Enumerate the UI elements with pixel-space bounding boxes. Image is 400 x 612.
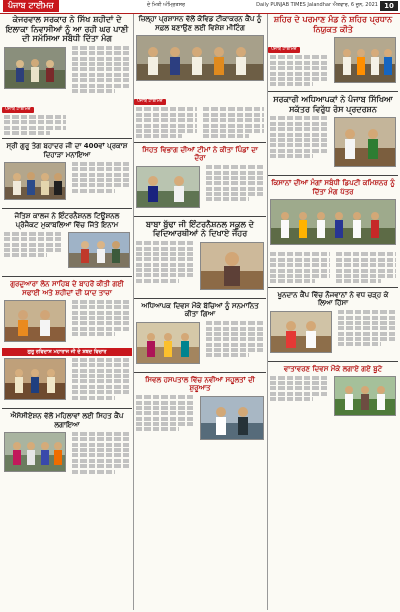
- news-photo: [4, 300, 66, 342]
- text-line: [72, 453, 130, 457]
- text-line: [336, 252, 396, 256]
- text-line: [72, 300, 130, 304]
- text-line: [72, 358, 130, 362]
- divider: [2, 276, 132, 277]
- divider: [134, 142, 266, 143]
- text-line: [72, 316, 130, 320]
- text-line: [72, 470, 115, 474]
- text-line: [72, 46, 130, 50]
- column-2: [134, 14, 266, 611]
- text-line: [270, 258, 330, 262]
- text-line: [270, 269, 330, 273]
- text-line: [136, 422, 194, 426]
- news-photo: [4, 432, 66, 472]
- masthead-center: ਦੇ ਮਿਤੀ ਅੰਮ੍ਰਿਤਸਰ: [147, 2, 186, 8]
- text-line: [336, 274, 396, 278]
- text-line: [270, 263, 330, 267]
- text-line: [270, 116, 328, 120]
- text-line: [206, 176, 264, 180]
- text-line: [270, 397, 313, 401]
- text-line: [72, 183, 130, 187]
- text-line: [72, 62, 130, 66]
- text-line: [4, 248, 62, 252]
- news-photo: [334, 117, 396, 167]
- text-line: [136, 247, 194, 251]
- text-line: [72, 396, 115, 400]
- text-line: [206, 187, 264, 191]
- text-line: [72, 73, 130, 77]
- headline: ਸਿਹਤ ਵਿਭਾਗ ਦੀਆਂ ਟੀਮਾਂ ਨੇ ਕੀਤਾ ਪਿੰਡਾਂ ਦਾ ਦੌਰਾ: [142, 145, 258, 163]
- news-photo: [334, 376, 396, 416]
- article-block: [134, 394, 266, 446]
- article-block: [2, 298, 132, 348]
- text-line: [72, 464, 130, 468]
- article-block: [268, 309, 398, 359]
- column-1: [2, 14, 132, 611]
- section-band: ਗੁਰੂ ਰਵਿਦਾਸ ਮਹਾਰਾਜ ਜੀ ਦੇ ਸ਼ਬਦ ਵਿਚਾਰ: [2, 348, 132, 356]
- text-line: [270, 143, 328, 147]
- divider: [268, 361, 398, 362]
- text-line: [338, 342, 381, 346]
- news-photo: [4, 358, 66, 400]
- text-line: [72, 363, 130, 367]
- news-photo: [68, 232, 130, 268]
- text-line: [206, 192, 264, 196]
- news-photo: [200, 396, 264, 440]
- text-line: [4, 131, 50, 135]
- text-line: [338, 332, 396, 336]
- text-line: [72, 369, 130, 373]
- text-line: [136, 257, 194, 261]
- text-line: [206, 321, 264, 325]
- text-line: [136, 417, 194, 421]
- text-line: [136, 279, 179, 283]
- divider: [2, 138, 132, 139]
- text-line: [136, 395, 194, 399]
- text-line: [206, 181, 264, 185]
- text-line: [270, 82, 313, 86]
- divider: [134, 298, 266, 299]
- text-line: [72, 448, 130, 452]
- text-line: [4, 253, 47, 257]
- text-line: [270, 154, 313, 158]
- text-line: [72, 162, 130, 166]
- divider: [2, 208, 132, 209]
- headline: ਕਿਸਾਨਾਂ ਦੀਆਂ ਮੰਗਾਂ ਸਬੰਧੀ ਡਿਪਟੀ ਕਮਿਸ਼ਨਰ ਨੂੰ ਦਿੱਤਾ ਮੰਗ ਪੱਤਰ: [271, 179, 395, 196]
- text-line: [203, 129, 264, 133]
- byline-tag: ਪੰਜਾਬ ਟਾਈਮਜ਼: [2, 107, 34, 113]
- text-line: [72, 51, 130, 55]
- text-line: [270, 392, 328, 396]
- text-line: [72, 178, 130, 182]
- text-line: [72, 327, 130, 331]
- text-line: [136, 252, 194, 256]
- text-line: [203, 113, 264, 117]
- text-line: [136, 406, 194, 410]
- text-line: [270, 55, 328, 59]
- text-line: [136, 134, 182, 138]
- text-line: [72, 89, 115, 93]
- text-line: [72, 432, 130, 436]
- text-line: [336, 258, 396, 262]
- text-line: [72, 385, 130, 389]
- text-line: [4, 237, 62, 241]
- article-block: [2, 160, 132, 206]
- divider: [268, 175, 398, 176]
- text-line: [270, 381, 328, 385]
- text-line: [72, 379, 130, 383]
- text-line: [270, 279, 315, 283]
- text-line: [136, 124, 197, 128]
- text-line: [72, 57, 130, 61]
- text-line: [136, 118, 197, 122]
- text-line: [72, 437, 130, 441]
- text-line: [136, 401, 194, 405]
- headline: ਬਾਬਾ ਬੁੱਢਾ ਜੀ ਇੰਟਰਨੈਸ਼ਨਲ ਸਕੂਲ ਦੇ ਵਿਦਿਆਰਥੀਆਂ ਨੇ ਦਿਖਾਏ ਜੌਹਰ: [146, 219, 254, 239]
- headline: ਜੋਤਿਸ਼ ਕਾਲਜ ਨੇ ਇੰਟਰਨੈਸ਼ਨਲ ਟਿਊਸ਼ਨਲ ਪ੍ਰੋਜੈਕਟ ਮੁਕਾਬਲਿਆਂ ਵਿੱਚ ਜਿੱਤੇ ਇਨਾਮ: [14, 212, 120, 229]
- text-line: [336, 279, 381, 283]
- text-line: [136, 427, 179, 431]
- article-block: [268, 374, 398, 422]
- text-line: [338, 321, 396, 325]
- text-line: [270, 66, 328, 70]
- headline: ਐਸੋਸੀਏਸ਼ਨ ਵੱਲੋਂ ਮਹਿਲਾਵਾਂ ਲਈ ਸਿਹਤ ਕੈਂਪ ਲਗਾਇਆ: [10, 412, 124, 429]
- text-line: [136, 107, 197, 111]
- text-line: [206, 165, 264, 169]
- section-title: ਪੰਜਾਬ ਟਾਈਮਜ਼: [3, 0, 59, 12]
- text-line: [206, 337, 264, 341]
- masthead-date: Daily PUNJAB TIMES Jalandhar ਐਤਵਾਰ, 6 ਜੂਨ, 2021: [256, 2, 378, 8]
- news-photo: [136, 35, 264, 81]
- text-line: [72, 443, 130, 447]
- text-line: [136, 263, 194, 267]
- text-line: [206, 348, 264, 352]
- article-block: [134, 320, 266, 370]
- news-photo: [4, 162, 66, 200]
- page-number: 10: [380, 1, 398, 11]
- text-line: [203, 124, 264, 128]
- text-line: [338, 326, 396, 330]
- text-line: [270, 376, 328, 380]
- masthead: [0, 0, 400, 14]
- text-line: [72, 67, 130, 71]
- text-line: [72, 332, 115, 336]
- headline: ਵਾਤਾਵਰਣ ਦਿਵਸ ਮੌਕੇ ਲਗਾਏ ਗਏ ਬੂਟੇ: [283, 364, 383, 373]
- news-photo: [270, 199, 396, 245]
- byline-tag: ਪੰਜਾਬ ਟਾਈਮਜ਼: [134, 99, 166, 105]
- text-line: [72, 167, 130, 171]
- text-line: [270, 61, 328, 65]
- text-line: [270, 149, 328, 153]
- article-block: [134, 106, 266, 140]
- text-line: [72, 84, 130, 88]
- divider: [268, 287, 398, 288]
- text-line: [270, 252, 330, 256]
- article-block: [268, 251, 398, 285]
- text-line: [338, 337, 396, 341]
- article-block: [2, 230, 132, 274]
- article-block: [134, 164, 266, 214]
- text-line: [206, 171, 264, 175]
- text-line: [203, 107, 264, 111]
- text-line: [206, 353, 249, 357]
- divider: [2, 408, 132, 409]
- text-line: [136, 273, 194, 277]
- text-line: [136, 129, 197, 133]
- article-block: [268, 35, 398, 89]
- headline: ਜ਼ਿਲ੍ਹਾ ਪ੍ਰਸ਼ਾਸਨ ਵੱਲੋਂ ਕੋਵਿਡ ਟੀਕਾਕਰਨ ਕੈਂਪ ਨੂੰ ਸਫ਼ਲ ਬਣਾਉਣ ਲਈ ਵਿਸ਼ੇਸ਼ ਮੀਟਿੰਗ: [138, 15, 262, 32]
- divider: [134, 216, 266, 217]
- text-line: [4, 120, 66, 124]
- text-line: [338, 310, 396, 314]
- byline-tag: ਪੰਜਾਬ ਟਾਈਮਜ਼: [268, 47, 300, 53]
- news-photo: [270, 311, 332, 353]
- text-line: [4, 243, 62, 247]
- text-line: [203, 118, 264, 122]
- article-block: [268, 115, 398, 173]
- text-line: [270, 77, 328, 81]
- text-line: [206, 343, 264, 347]
- news-photo: [136, 166, 200, 208]
- headline: ਅਧਿਆਪਕ ਦਿਵਸ ਮੌਕੇ ਬੱਚਿਆਂ ਨੂੰ ਸਨਮਾਨਿਤ ਕੀਤਾ ਗਿਆ: [141, 301, 259, 319]
- text-line: [136, 268, 194, 272]
- text-line: [72, 374, 130, 378]
- text-line: [136, 411, 194, 415]
- text-line: [270, 138, 328, 142]
- headline: ਕੇਜਰਵਾਲ ਸਰਕਾਰ ਨੇ ਸਿੱਖ ਸ਼ਹੀਦਾਂ ਦੇ ਇਲਾਕਾ ਨਿਵਾਸੀਆਂ ਨੂੰ ਆ ਰਹੀ ਘਰ ਪਾਣੀ ਦੀ ਸਮੱਸਿਆ ਸਬੰਧੀ ਦਿੱਤਾ ਮੰਗ: [5, 15, 129, 43]
- article-block: [2, 356, 132, 406]
- text-line: [72, 459, 130, 463]
- text-line: [270, 133, 328, 137]
- text-line: [72, 173, 130, 177]
- text-line: [336, 263, 396, 267]
- text-line: [270, 72, 328, 76]
- text-line: [4, 126, 66, 130]
- text-line: [203, 134, 249, 138]
- text-line: [336, 269, 396, 273]
- text-line: [72, 321, 130, 325]
- text-line: [72, 78, 130, 82]
- text-line: [4, 232, 62, 236]
- text-line: [206, 327, 264, 331]
- headline: ਸਿਵਲ ਹਸਪਤਾਲ ਵਿੱਚ ਨਵੀਆਂ ਸਹੂਲਤਾਂ ਦੀ ਸ਼ੁਰੂਆਤ: [145, 375, 255, 393]
- text-line: [136, 113, 197, 117]
- text-line: [72, 311, 130, 315]
- news-photo: [136, 322, 200, 364]
- divider: [134, 372, 266, 373]
- text-line: [338, 316, 396, 320]
- headline: ਸ਼ਹਿਰ ਦੇ ਪਰਮਾਣ ਮੰਡ ਨੇ ਸ਼ਹਿਰ ਪ੍ਰਧਾਨ ਨਿਯੁਕਤ ਕੀਤੇ: [273, 15, 393, 34]
- article-block: [2, 430, 132, 478]
- text-line: [72, 189, 115, 193]
- text-line: [4, 115, 66, 119]
- text-line: [72, 390, 130, 394]
- headline: ਖੂਨਦਾਨ ਕੈਂਪ ਵਿੱਚ ਨੌਜਵਾਨਾਂ ਨੇ ਵਧ ਚੜ੍ਹ ਕੇ ਲਿਆ ਹਿੱਸਾ: [277, 290, 389, 308]
- text-line: [72, 305, 130, 309]
- news-photo: [200, 242, 264, 290]
- text-line: [136, 241, 194, 245]
- text-line: [270, 127, 328, 131]
- text-line: [270, 122, 328, 126]
- text-line: [206, 332, 264, 336]
- headline: ਸਰਕਾਰੀ ਅਧਿਆਪਕਾਂ ਨੇ ਪੰਜਾਬ ਸਿੱਖਿਆ ਸਕੱਤਰ ਵਿਰੁੱਧ ਰੋਸ ਪ੍ਰਦਰਸ਼ਨ: [273, 95, 393, 114]
- headline: ਗੁਰਦੁਆਰਾ ਲੋਨ ਸਾਹਿਬ ਦੇ ਬਾਹਰੋਂ ਕੀਤੀ ਗਈ ਸਫਾਈ ਅਤੇ ਸ਼ਹੀਦਾਂ ਦੀ ਯਾਦ ਤਾਜ਼ਾ: [10, 280, 124, 297]
- article-block: [134, 240, 266, 296]
- text-line: [270, 274, 330, 278]
- text-line: [270, 386, 328, 390]
- divider: [268, 91, 398, 92]
- column-3: [268, 14, 398, 611]
- news-photo: [334, 37, 396, 83]
- article-block: [2, 45, 132, 137]
- news-photo: [4, 47, 66, 89]
- headline: ਸ੍ਰੀ ਗੁਰੂ ਤੇਗ ਬਹਾਦਰ ਜੀ ਦਾ 400ਵਾਂ ਪ੍ਰਕਾਸ਼ ਦਿਹਾੜਾ ਮਨਾਇਆ: [6, 142, 128, 159]
- text-line: [206, 197, 249, 201]
